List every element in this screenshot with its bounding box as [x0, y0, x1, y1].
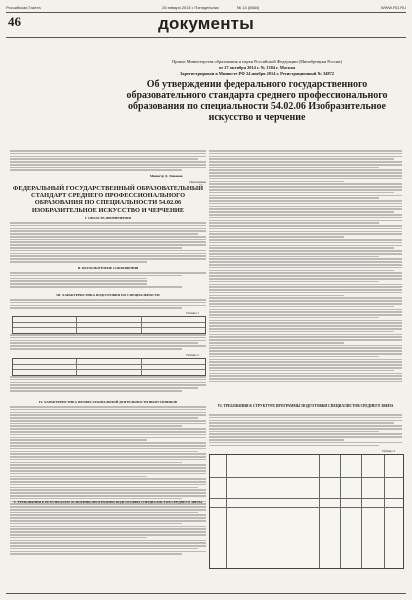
issue-number: № 13 (6584) — [236, 4, 260, 10]
table-3 — [209, 454, 404, 569]
top-rule — [6, 12, 406, 13]
section-4-heading: IV. ХАРАКТЕРИСТИКА ПРОФЕССИОНАЛЬНОЙ ДЕЯТЕЛЬНОСТИ ВЫПУСКНИКОВ — [38, 400, 178, 404]
table-2 — [12, 358, 206, 376]
preamble-text — [10, 150, 206, 172]
section-3-heading: III. ХАРАКТЕРИСТИКА ПОДГОТОВКИ ПО СПЕЦИАЛЬНОСТИ — [56, 293, 160, 297]
appendix-label: Приложение — [189, 180, 206, 184]
section-rule — [6, 37, 406, 38]
issue-date: 26 января 2015 • Понедельник — [162, 4, 219, 10]
right-column-text — [209, 150, 402, 402]
section-6-text — [209, 414, 402, 448]
order-date: от 27 октября 2014 г. № 1384 г. Москва — [218, 65, 296, 70]
page-number: 46 — [8, 14, 21, 29]
section-4-5-text — [10, 406, 206, 566]
section-1-text — [10, 222, 206, 264]
section-title: документы — [158, 14, 254, 33]
section-6-heading: VI. ТРЕБОВАНИЯ К СТРУКТУРЕ ПРОГРАММЫ ПОДГОТОВКИ СПЕЦИАЛИСТОВ СРЕДНЕГО ЗВЕНА — [217, 404, 394, 408]
site-url[interactable]: WWW.RG.RU — [380, 4, 406, 10]
section-3-text-2 — [10, 334, 206, 354]
section-2-text — [10, 272, 206, 288]
newspaper-name: Российская Газета — [6, 4, 41, 10]
registration-line: Зарегистрирован в Минюсте РФ 24 ноября 2014 г. Регистрационный № 34872 — [180, 71, 334, 76]
top-bar — [6, 3, 406, 11]
footer-rule — [6, 593, 406, 594]
section-2-heading: II. ИСПОЛЬЗУЕМЫЕ СОКРАЩЕНИЯ — [77, 266, 139, 270]
table-3-caption: Таблица 3 — [382, 449, 395, 453]
table-1-caption: Таблица 1 — [186, 311, 199, 315]
ministry-line: Приказ Министерства образования и науки Российской Федерации (Минобрнауки России) — [172, 59, 342, 64]
minister-signature: Министр Д. Ливанов — [150, 174, 183, 178]
table-1 — [12, 316, 206, 334]
table-2-caption: Таблица 2 — [186, 353, 199, 357]
section-5-heading: V. ТРЕБОВАНИЯ К РЕЗУЛЬТАТАМ ОСВОЕНИЯ ПРОГРАММЫ ПОДГОТОВКИ СПЕЦИАЛИСТОВ СРЕДНЕГО ЗВЕНА — [13, 500, 203, 504]
section-3-text-3 — [10, 376, 206, 398]
order-title: Об утверждении федерального государственного образовательного стандарта среднего профессионального образования по специальности 54.02.06 Изобразительное искусство и черчение — [126, 79, 388, 123]
order-header — [120, 59, 394, 123]
section-3-text — [10, 299, 206, 311]
section-1-heading: I. ОБЛАСТЬ ПРИМЕНЕНИЯ — [85, 216, 131, 220]
standard-title: ФЕДЕРАЛЬНЫЙ ГОСУДАРСТВЕННЫЙ ОБРАЗОВАТЕЛЬНЫЙ СТАНДАРТ СРЕДНЕГО ПРОФЕССИОНАЛЬНОГО ОБРАЗОВАНИЯ ПО СПЕЦИАЛЬНОСТИ 54.02.06 ИЗОБРАЗИТЕЛЬНОЕ ИСКУССТВО И ЧЕРЧЕНИЕ — [12, 185, 204, 214]
